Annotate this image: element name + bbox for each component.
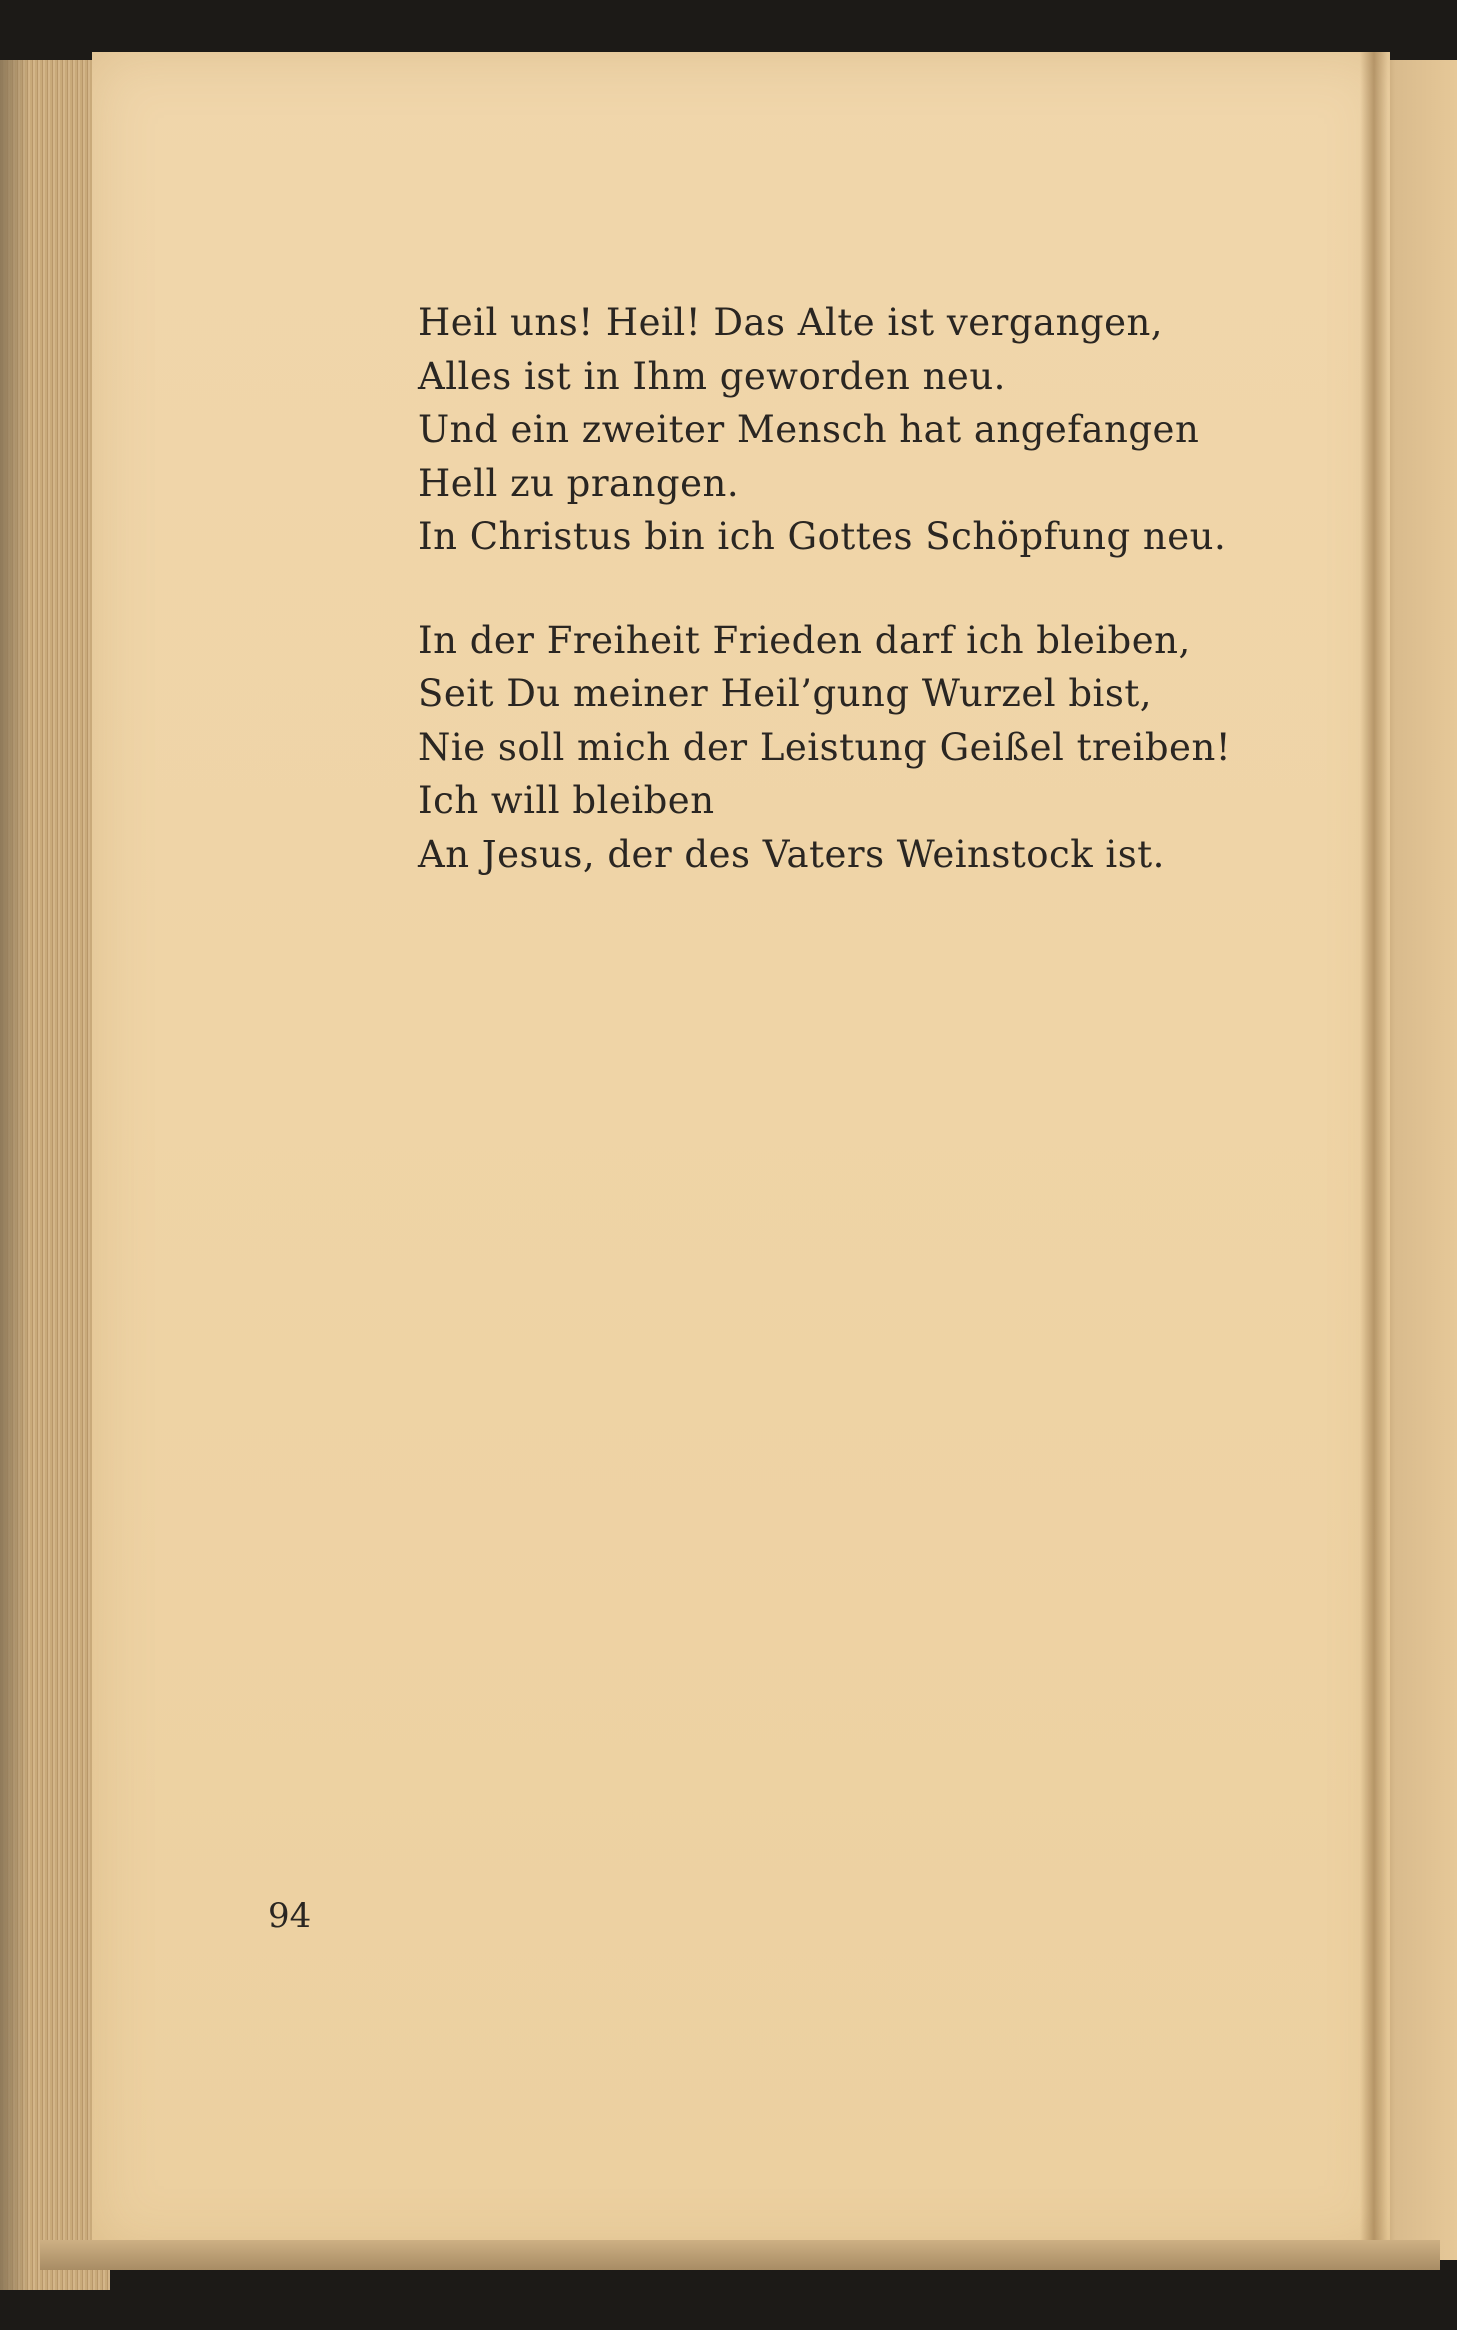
stanza-1 — [418, 296, 1318, 564]
poem-line: Heil uns! Heil! Das Alte ist vergangen, — [418, 301, 1164, 344]
poem-line: Seit Du meiner Heil’gung Wurzel bist, — [418, 672, 1153, 715]
poem-line: In der Freiheit Frieden darf ich bleiben, — [418, 618, 1191, 662]
poem-line: In Christus bin ich Gottes Schöpfung neu. — [418, 515, 1227, 558]
book-gutter — [1360, 52, 1388, 2252]
poem-line: An Jesus, der des Vaters Weinstock ist. — [418, 832, 1165, 876]
stanza-2 — [418, 614, 1318, 882]
poem-line: Nie soll mich der Leistung Geißel treiben! — [418, 725, 1232, 769]
poem-line: Hell zu prangen. — [418, 461, 740, 505]
poem-line: Ich will bleiben — [418, 779, 715, 822]
poem — [418, 296, 1318, 881]
page-edge-shadow — [0, 60, 30, 2290]
poem-line: Und ein zweiter Mensch hat angefangen — [418, 408, 1200, 451]
poem-line: Alles ist in Ihm geworden neu. — [418, 354, 1006, 398]
book-bottom-edge — [40, 2240, 1440, 2270]
page-number: 94 — [268, 1896, 312, 1936]
